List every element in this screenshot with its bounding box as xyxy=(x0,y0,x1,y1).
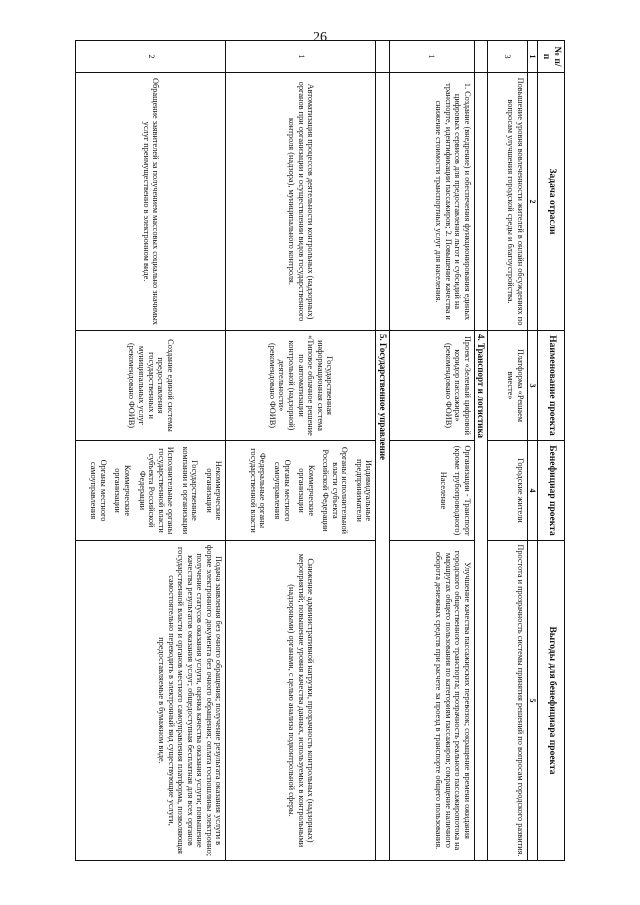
beneficiary-item: Коммерческие организации xyxy=(113,464,133,517)
page-number: 26 xyxy=(313,30,327,45)
row-benefits: Улучшение качества пассажирских перевозок; сокращение времени ожидания городского общественного транспорта; прозрачность реального пассажиропотока на маршрутах общего пользования по категориям пассажиров; сокращение наличного оборота денежных средств при расчете за проезд в транспорте общего пользования. xyxy=(389,541,474,861)
col-number: 4 xyxy=(527,441,537,541)
table-row xyxy=(76,41,226,861)
section-title: 4. Транспорт и логистика xyxy=(474,331,487,861)
beneficiary-item: Исполнительные органы государственной власти субъекта Российской Федерации xyxy=(137,446,176,535)
beneficiary-item: Органы местного самоуправления xyxy=(89,459,108,522)
row-num: 1 xyxy=(226,41,376,73)
section-title: 5. Государственное управление xyxy=(376,331,389,861)
beneficiary-item: Организации - Транспорт (кроме трубопроводного) xyxy=(453,445,472,536)
row-task: Обращение заявителей за получением массовых социально значимых услуг преимущественно в электронном виде. xyxy=(76,73,226,331)
col-number: 3 xyxy=(527,331,537,441)
row-project: Платформа «Решаем вместе» xyxy=(487,331,527,441)
beneficiary-item: Некоммерческие организации xyxy=(204,460,224,521)
row-project: Проект «Зеленый цифровой коридор пассажира» (рекомендовано ФОИВ) xyxy=(389,331,474,441)
beneficiary-item: Федеральные органы государственной власти xyxy=(248,448,268,533)
header-row xyxy=(538,41,565,861)
beneficiary-item: Органы местного самоуправления xyxy=(273,459,292,522)
row-project: Государственная информационная система «Типовое облачное решение по автоматизации контрольной (надзорной) деятельности» (рекомендовано ФОИВ) xyxy=(226,331,376,441)
row-task: Автоматизация процессов деятельности контрольных (надзорных) органов при организации и осуществлении видов государственного контроля (надзора), муниципального контроля. xyxy=(226,73,376,331)
column-number-row xyxy=(527,41,537,861)
section-row xyxy=(376,41,389,861)
rotated-table-page xyxy=(65,40,565,860)
header-num: № п/п xyxy=(538,41,565,73)
row-benefits: Подача заявления без очного обращения; получение результата оказания услуги в форме электронного документа без очного обращения; оплата госпошлины электронно; получение статусов оказания услуги, оценка качества оказания услуги; повышение качества результатов оказания услуг; общедоступная бесплатная для всех органов государственной власти и органов местного самоуправления платформа, позволяющая самостоятельно переводить в электронный вид существующие услуги, предоставляемые в бумажном виде. xyxy=(76,541,226,861)
col-number: 2 xyxy=(527,73,537,331)
col-number: 1 xyxy=(527,41,537,73)
header-benefits: Выгоды для бенефициара проекта xyxy=(538,541,565,861)
header-beneficiary: Бенефициар проекта xyxy=(538,441,565,541)
row-num: 1 xyxy=(389,41,474,73)
col-number: 5 xyxy=(527,541,537,861)
table-row xyxy=(226,41,376,861)
header-project: Наименование проекта xyxy=(538,331,565,441)
row-task: 1. Создание (внедрение) и обеспечения функционирования единых цифровых сервисов для предоставления льгот и субсидий на транспорте, идентификации пассажиров; 2. Повышение качества и снижение стоимости транспортных услуг для населения. xyxy=(389,73,474,331)
row-num: 3 xyxy=(487,41,527,73)
row-beneficiary xyxy=(389,441,474,541)
row-task: Повышение уровня вовлеченности жителей в онлайн обсуждениях по вопросам улучшения городской среды и благоустройства. xyxy=(487,73,527,331)
row-beneficiary: Городские жители xyxy=(487,441,527,541)
table-row xyxy=(389,41,474,861)
beneficiary-item: Население xyxy=(438,471,448,510)
row-benefits: Простота и прозрачность системы принятия решений по вопросам городского развития. xyxy=(487,541,527,861)
row-benefits: Снижение административной нагрузки, прозрачность контрольных (надзорных) мероприятий; повышение уровня качества данных, используемых в контрольными (надзорными) органами, с целью анализа подконтрольной сферы. xyxy=(226,541,376,861)
row-num: 2 xyxy=(76,41,226,73)
header-task: Задача отрасли xyxy=(538,73,565,331)
beneficiary-item: Индивидуальные предприниматели xyxy=(354,459,374,522)
beneficiary-item: Органы исполнительной власти субъекта Российской Федерации xyxy=(321,446,350,535)
row-beneficiary xyxy=(76,441,226,541)
table-row xyxy=(487,41,527,861)
beneficiary-item: Государственные компании и организации xyxy=(180,446,200,535)
beneficiary-item: Коммерческие организации xyxy=(297,464,316,517)
row-project: Создание единой системы предоставления государственных и муниципальных услуг (рекомендовано ФОИВ) xyxy=(76,331,226,441)
row-beneficiary xyxy=(226,441,376,541)
section-row xyxy=(474,41,487,861)
projects-table xyxy=(75,40,565,861)
